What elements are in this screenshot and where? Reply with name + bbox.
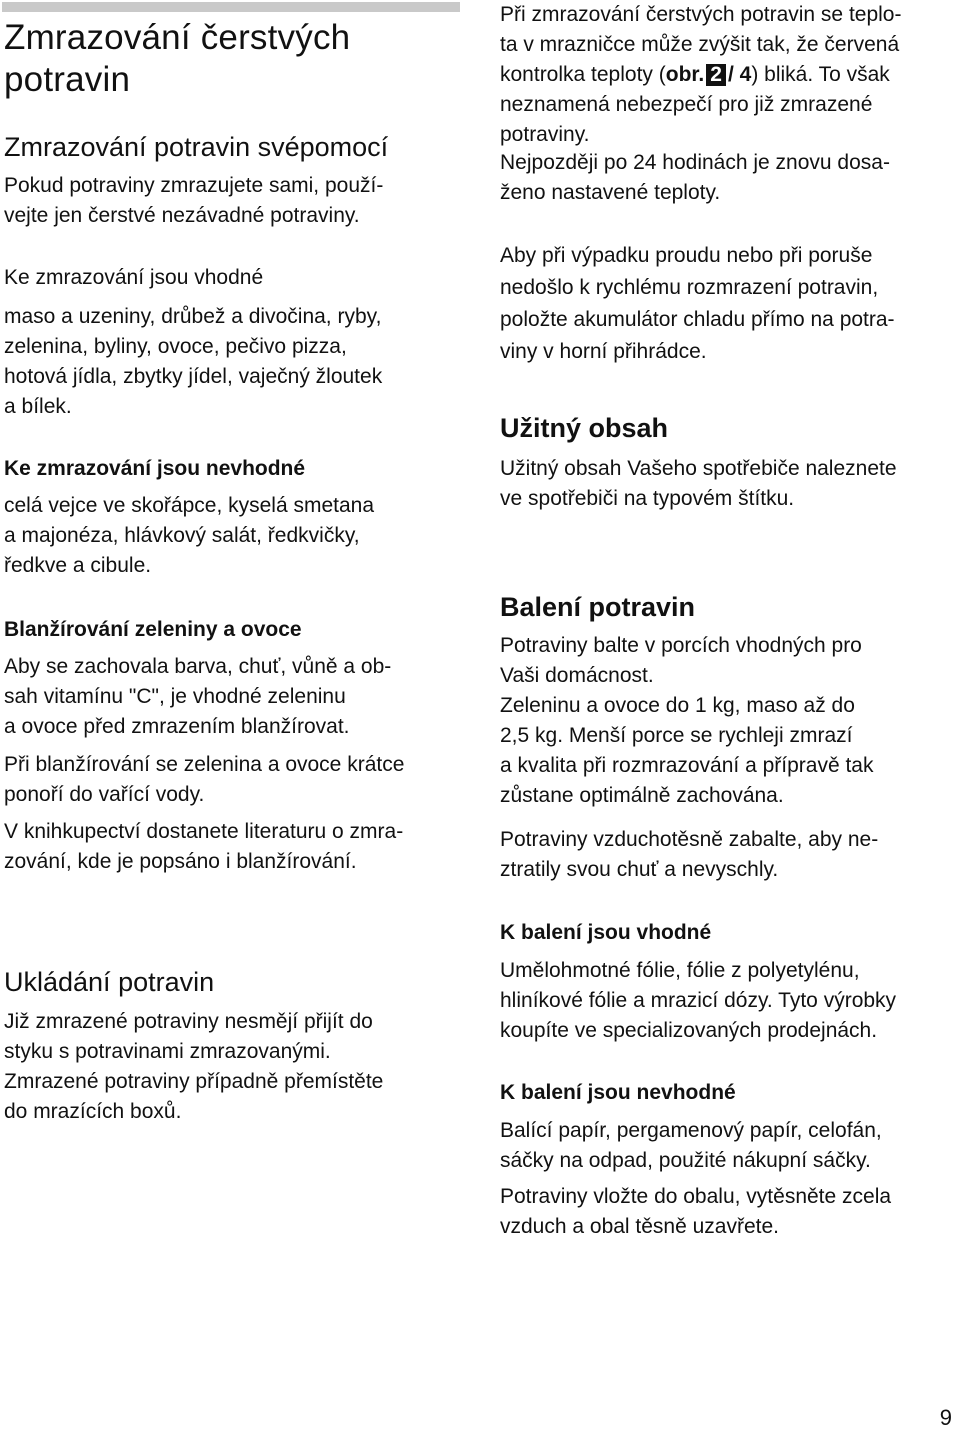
page-number: 9	[939, 1405, 952, 1430]
text-line	[500, 60, 901, 90]
blanching-paragraph-1	[4, 652, 391, 742]
intro-paragraph	[4, 171, 383, 231]
blanching-paragraph-2	[4, 750, 404, 810]
packing-paragraph-1	[500, 631, 874, 811]
text-line: koupíte ve specializovaných prodejnách.	[500, 1019, 878, 1042]
text-line: sah vitamínu "C", je vhodné zeleninu	[4, 685, 346, 708]
temperature-paragraph	[500, 0, 901, 150]
storage-heading: Ukládání potravin	[4, 967, 215, 997]
text-line: a majonéza, hlávkový salát, ředkvičky,	[4, 524, 360, 547]
suitable-heading: Ke zmrazování jsou vhodné	[4, 266, 264, 289]
text-line: Potraviny balte v porcích vhodných pro	[500, 634, 862, 657]
text-line: hotová jídla, zbytky jídel, vaječný žloutek	[4, 365, 383, 388]
text-line: Zeleninu a ovoce do 1 kg, maso až do	[500, 694, 855, 717]
pack-unsuitable-paragraph	[500, 1116, 882, 1176]
text-line: V knihkupectví dostanete literaturu o zmra-	[4, 820, 404, 843]
pack-unsuitable-heading: K balení jsou nevhodné	[500, 1081, 736, 1104]
text-line: ta v mrazničce může zvýšit tak, že červená	[500, 33, 900, 56]
pack-suitable-heading: K balení jsou vhodné	[500, 921, 712, 944]
page-title-line: potravin	[4, 60, 131, 99]
text-line: ženo nastavené teploty.	[500, 181, 721, 204]
text-line: viny v horní přihrádce.	[500, 340, 707, 363]
header-rule	[2, 2, 460, 12]
blanching-heading: Blanžírování zeleniny a ovoce	[4, 618, 302, 641]
text-line: ředkve a cibule.	[4, 554, 152, 577]
unsuitable-heading: Ke zmrazování jsou nevhodné	[4, 457, 306, 480]
text-line: Již zmrazené potraviny nesmějí přijít do	[4, 1010, 373, 1033]
text-line: zelenina, byliny, ovoce, pečivo pizza,	[4, 335, 347, 358]
text-line: Balící papír, pergamenový papír, celofán,	[500, 1119, 882, 1142]
text-fragment: ) bliká. To však	[751, 63, 890, 86]
text-line: 2,5 kg. Menší porce se rychleji zmrazí	[500, 724, 853, 747]
text-line: vzduch a obal těsně uzavřete.	[500, 1215, 780, 1238]
text-line: do mrazících boxů.	[4, 1100, 182, 1123]
page-title-line: Zmrazování čerstvých	[4, 18, 351, 57]
text-line: ztratily svou chuť a nevyschly.	[500, 858, 779, 881]
text-line: maso a uzeniny, drůbež a divočina, ryby,	[4, 305, 382, 328]
power-failure-paragraph	[500, 240, 895, 368]
text-line: Při zmrazování čerstvých potravin se teplo-	[500, 3, 902, 26]
figure-ref-label: obr.	[665, 63, 705, 86]
blanching-paragraph-3	[4, 817, 403, 877]
figure-number-badge: 2	[706, 64, 726, 86]
text-line: zování, kde je popsáno i blanžírování.	[4, 850, 357, 873]
packing-paragraph-2	[500, 825, 878, 885]
text-line: ponoří do vařící vody.	[4, 783, 205, 806]
text-line: položte akumulátor chladu přímo na potra-	[500, 308, 895, 331]
text-line: Vaši domácnost.	[500, 664, 654, 687]
text-line: Pokud potraviny zmrazujete sami, použí-	[4, 174, 384, 197]
text-line: neznamená nebezpečí pro již zmrazené	[500, 93, 873, 116]
text-line: Aby se zachovala barva, chuť, vůně a ob-	[4, 655, 392, 678]
text-line: styku s potravinami zmrazovanými.	[4, 1040, 331, 1063]
unsuitable-list	[4, 491, 374, 581]
pack-final-paragraph	[500, 1182, 891, 1242]
latest-paragraph	[500, 148, 890, 208]
text-line: a ovoce před zmrazením blanžírovat.	[4, 715, 350, 738]
text-line: a bílek.	[4, 395, 72, 418]
text-line: Umělohmotné fólie, fólie z polyetylénu,	[500, 959, 860, 982]
figure-ref-number: / 4	[727, 63, 752, 86]
text-line: vejte jen čerstvé nezávadné potraviny.	[4, 204, 360, 227]
storage-paragraph	[4, 1007, 383, 1127]
text-fragment: kontrolka teploty (	[500, 63, 666, 86]
pack-suitable-paragraph	[500, 956, 896, 1046]
text-line: Potraviny vložte do obalu, vytěsněte zcela	[500, 1185, 892, 1208]
text-line: Aby při výpadku proudu nebo při poruše	[500, 244, 873, 267]
capacity-heading: Užitný obsah	[500, 413, 669, 443]
text-line: Užitný obsah Vašeho spotřebiče naleznete	[500, 457, 897, 480]
text-line: Zmrazené potraviny případně přemístěte	[4, 1070, 384, 1093]
text-line: Potraviny vzduchotěsně zabalte, aby ne-	[500, 828, 879, 851]
text-line: ve spotřebiči na typovém štítku.	[500, 487, 795, 510]
page-title	[4, 17, 350, 101]
text-line: hliníkové fólie a mrazicí dózy. Tyto výrobky	[500, 989, 897, 1012]
text-line: zůstane optimálně zachována.	[500, 784, 784, 807]
text-line: nedošlo k rychlému rozmrazení potravin,	[500, 276, 879, 299]
packing-heading: Balení potravin	[500, 592, 696, 622]
section-heading-self-freezing: Zmrazování potravin svépomocí	[4, 132, 389, 162]
suitable-list	[4, 302, 382, 422]
text-line: potraviny.	[500, 123, 590, 146]
text-line: sáčky na odpad, použité nákupní sáčky.	[500, 1149, 871, 1172]
capacity-paragraph	[500, 454, 897, 514]
text-line: Nejpozději po 24 hodinách je znovu dosa-	[500, 151, 890, 174]
text-line: celá vejce ve skořápce, kyselá smetana	[4, 494, 375, 517]
text-line: Při blanžírování se zelenina a ovoce krátce	[4, 753, 405, 776]
text-line: a kvalita při rozmrazování a přípravě tak	[500, 754, 874, 777]
